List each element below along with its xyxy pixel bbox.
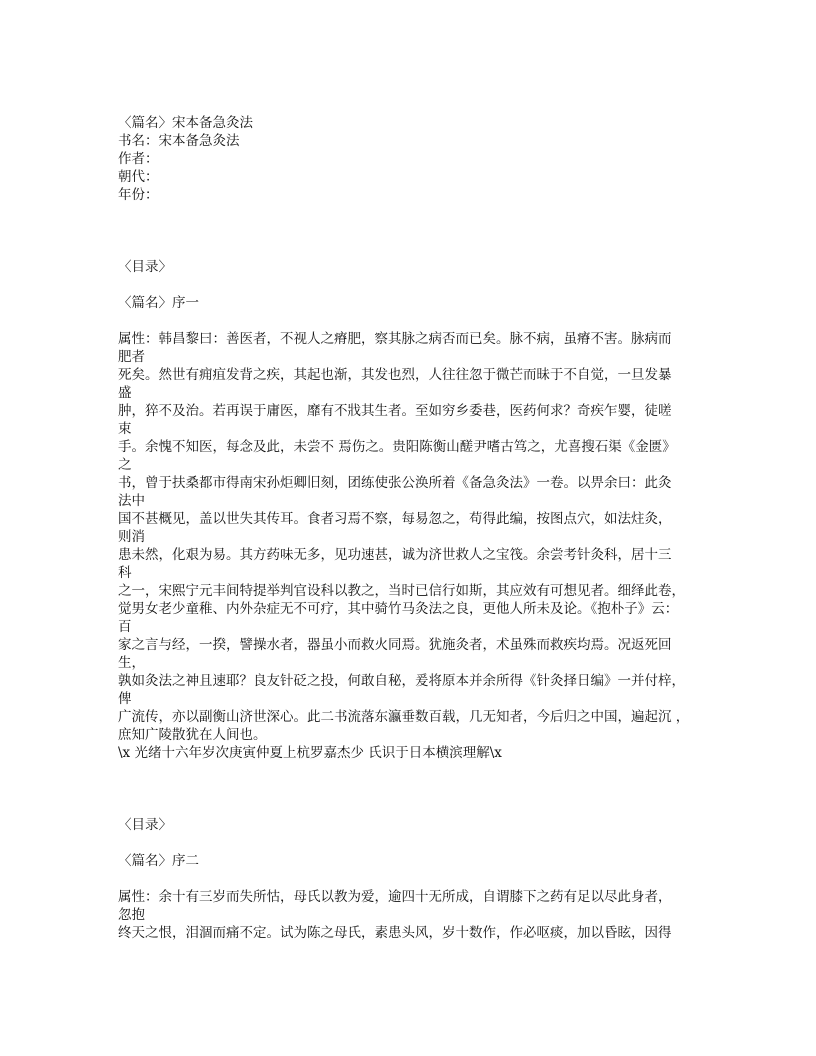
text-line: 肥者 bbox=[118, 349, 145, 365]
text-line: 俾 bbox=[118, 691, 132, 707]
text-line: 患未然，化艰为易。其方药味无多，见功速甚，诚为济世救人之宝筏。余尝考针灸科，居十三 bbox=[118, 547, 672, 563]
text-line: 之 bbox=[118, 457, 132, 473]
text-line: 年份： bbox=[118, 187, 159, 203]
text-line: 庶知广陵散犹在人间也。 bbox=[118, 727, 267, 743]
text-line: 书，曾于扶桑都市得南宋孙炬卿旧刻，团练使张公涣所着《备急灸法》一卷。以畀余曰：此灸 bbox=[118, 475, 672, 491]
text-line: 束 bbox=[118, 421, 132, 437]
blank-line bbox=[118, 780, 718, 798]
blank-line bbox=[118, 798, 718, 816]
blank-line bbox=[118, 870, 718, 888]
text-line: 忽抱 bbox=[118, 907, 145, 923]
text-line: 作者： bbox=[118, 151, 159, 167]
text-line: 属性：韩昌黎曰：善医者，不视人之瘠肥，察其脉之病否而已矣。脉不病，虽瘠不害。脉病而 bbox=[118, 331, 672, 347]
text-line: \x 光绪十六年岁次庚寅仲夏上杭罗嘉杰少 氏识于日本横滨理解\x bbox=[118, 745, 502, 761]
text-line: 手。余愧不知医，每念及此，未尝不 焉伤之。贵阳陈衡山醝尹嗜古笃之，尤喜搜石渠《金匮》 bbox=[118, 439, 676, 455]
text-line: 朝代： bbox=[118, 169, 159, 185]
blank-line bbox=[118, 276, 718, 294]
text-line: 死矣。然世有痈疽发背之疾，其起也渐，其发也烈，人往往忽于微芒而昧于不自觉，一旦发暴 bbox=[118, 367, 672, 383]
text-line: 〈篇名〉宋本备急灸法 bbox=[118, 115, 253, 131]
text-line: 属性：余十有三岁而失所怙，母氏以教为爱，逾四十无所成，自谓膝下之药有足以尽此身者， bbox=[118, 889, 672, 905]
text-line: 法中 bbox=[118, 493, 145, 509]
text-line: 家之言与经，一揆，譬操水者，器虽小而救火同焉。犹施灸者，术虽殊而救疾均焉。况返死回 bbox=[118, 637, 672, 653]
blank-line bbox=[118, 204, 718, 222]
text-line: 孰如灸法之神且速耶？良友针砭之投，何敢自秘，爰将原本并余所得《针灸择日编》一并付梓， bbox=[118, 673, 685, 689]
text-line: 书名：宋本备急灸法 bbox=[118, 133, 240, 149]
text-line: 肿，猝不及治。若再误于庸医，靡有不戕其生者。至如穷乡委巷，医药何求？奇疾乍婴，徒嗟 bbox=[118, 403, 672, 419]
text-line: 国不甚概见，盖以世失其传耳。食者习焉不察，每易忽之，苟得此编，按图点穴，如法炷灸， bbox=[118, 511, 672, 527]
text-line: 〈篇名〉序一 bbox=[118, 295, 199, 311]
text-line: 终天之恨，泪涸而痛不定。试为陈之母氏，素患头风，岁十数作，作必呕痰，加以昏眩，因得 bbox=[118, 925, 672, 941]
text-line: 百 bbox=[118, 619, 132, 635]
blank-line bbox=[118, 834, 718, 852]
text-line: 之一，宋熙宁元丰间特提举判官设科以教之，当时已信行如斯，其应效有可想见者。细绎此卷， bbox=[118, 583, 685, 599]
blank-line bbox=[118, 312, 718, 330]
blank-line bbox=[118, 240, 718, 258]
text-line: 则消 bbox=[118, 529, 145, 545]
text-line: 生， bbox=[118, 655, 145, 671]
text-line: 〈目录〉 bbox=[118, 259, 172, 275]
text-line: 盛 bbox=[118, 385, 132, 401]
document-body bbox=[118, 114, 718, 942]
text-line: 〈篇名〉序二 bbox=[118, 853, 199, 869]
text-line: 〈目录〉 bbox=[118, 817, 172, 833]
text-line: 觉男女老少童稚、内外杂症无不可疗，其中骑竹马灸法之良，更他人所未及论。《抱朴子》云： bbox=[118, 601, 679, 617]
blank-line bbox=[118, 222, 718, 240]
text-line: 广流传，亦以副衡山济世深心。此二书流落东瀛垂数百载，几无知者，今后归之中国，遍起沉 ， bbox=[118, 709, 690, 725]
blank-line bbox=[118, 762, 718, 780]
text-line: 科 bbox=[118, 565, 132, 581]
